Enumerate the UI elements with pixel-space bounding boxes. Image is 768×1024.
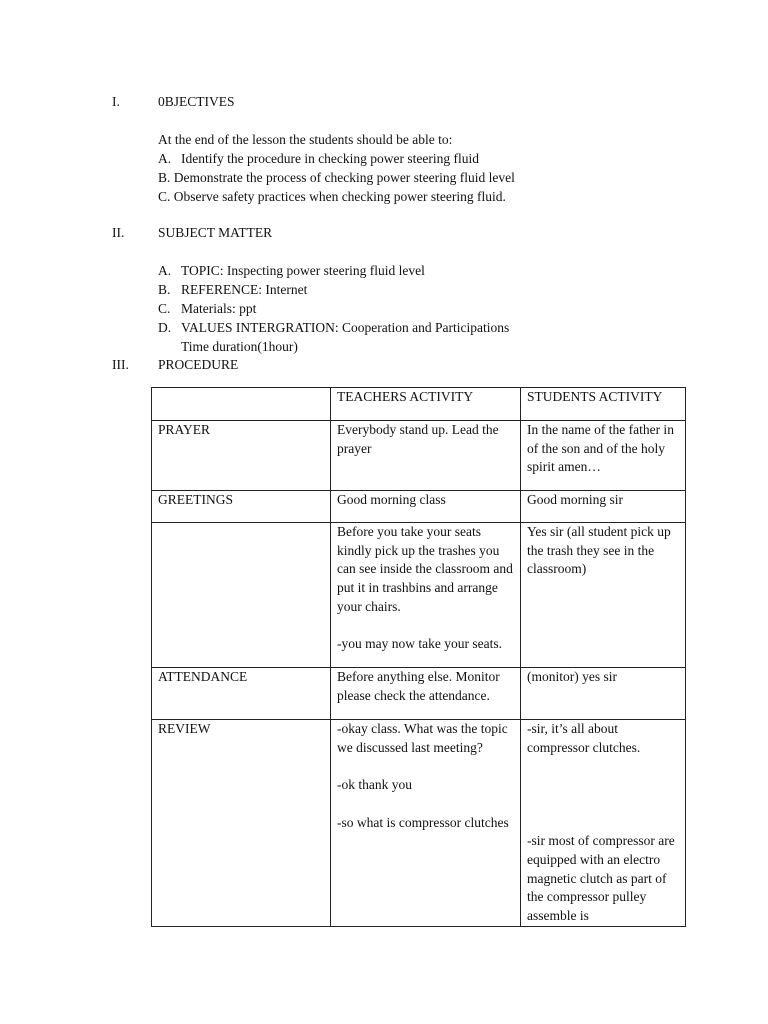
- objective-item-letter: A.: [158, 151, 172, 166]
- objective-item: [158, 187, 506, 206]
- objectives-heading: 0BJECTIVES: [158, 94, 235, 109]
- header-cell-students-activity: STUDENTS ACTIVITY: [521, 388, 686, 421]
- header-cell-stage: [152, 388, 331, 421]
- subject-item-letter: D.: [158, 320, 172, 335]
- table-row: [152, 720, 686, 927]
- table-row: [152, 491, 686, 523]
- objective-item-letter: B.: [158, 170, 171, 185]
- objective-item-letter: C.: [158, 189, 171, 204]
- student-activity-cell: (monitor) yes sir: [521, 668, 686, 720]
- stage-cell: GREETINGS: [152, 491, 331, 523]
- subject-item: [158, 280, 307, 299]
- subject-matter-heading: SUBJECT MATTER: [158, 225, 273, 240]
- teacher-activity-cell: Before anything else. Monitor please check the attendance.: [331, 668, 521, 720]
- procedure-heading: PROCEDURE: [158, 357, 239, 372]
- table-row: [152, 523, 686, 668]
- table-header-row: [152, 388, 686, 421]
- subject-item-text: VALUES INTERGRATION: Cooperation and Participations: [181, 320, 510, 335]
- objective-item: [158, 168, 515, 187]
- teacher-activity-cell: -okay class. What was the topic we discussed last meeting? -ok thank you -so what is compressor clutches: [331, 720, 521, 927]
- time-duration: Time duration(1hour): [181, 339, 298, 354]
- subject-item: [158, 261, 425, 280]
- student-activity-cell: Good morning sir: [521, 491, 686, 523]
- section-numeral-subject-matter: II.: [112, 225, 125, 240]
- teacher-activity-cell: Good morning class: [331, 491, 521, 523]
- objective-item-text: Observe safety practices when checking power steering fluid.: [173, 189, 506, 204]
- subject-item-text: Materials: ppt: [181, 301, 257, 316]
- subject-item: [158, 299, 256, 318]
- subject-item-letter: A.: [158, 263, 172, 278]
- procedure-table: [151, 387, 686, 927]
- teacher-activity-cell: Before you take your seats kindly pick up the trashes you can see inside the classroom and put it in trashbins and arrange your chairs. -you may now take your seats.: [331, 523, 521, 668]
- subject-item: [158, 318, 509, 337]
- objective-item-text: Identify the procedure in checking power steering fluid: [181, 151, 480, 166]
- student-activity-cell: Yes sir (all student pick up the trash they see in the classroom): [521, 523, 686, 668]
- teacher-activity-cell: Everybody stand up. Lead the prayer: [331, 421, 521, 491]
- stage-cell: PRAYER: [152, 421, 331, 491]
- subject-item-text: TOPIC: Inspecting power steering fluid level: [181, 263, 425, 278]
- table-row: [152, 668, 686, 720]
- stage-cell: ATTENDANCE: [152, 668, 331, 720]
- objective-item: [158, 149, 479, 168]
- student-activity-cell: In the name of the father in of the son and of the holy spirit amen…: [521, 421, 686, 491]
- objectives-intro: At the end of the lesson the students should be able to:: [158, 132, 453, 147]
- objective-item-text: Demonstrate the process of checking power steering fluid level: [173, 170, 515, 185]
- table-row: [152, 421, 686, 491]
- subject-item-text: REFERENCE: Internet: [181, 282, 308, 297]
- section-numeral-procedure: III.: [112, 357, 129, 372]
- header-cell-teachers-activity: TEACHERS ACTIVITY: [331, 388, 521, 421]
- student-activity-cell: -sir, it’s all about compressor clutches. -sir most of compressor are equipped with an electro magnetic clutch as part of the compressor pulley assemble is: [521, 720, 686, 927]
- section-numeral-objectives: I.: [112, 94, 120, 109]
- stage-cell: [152, 523, 331, 668]
- subject-item-letter: C.: [158, 301, 171, 316]
- stage-cell: REVIEW: [152, 720, 331, 927]
- subject-item-letter: B.: [158, 282, 171, 297]
